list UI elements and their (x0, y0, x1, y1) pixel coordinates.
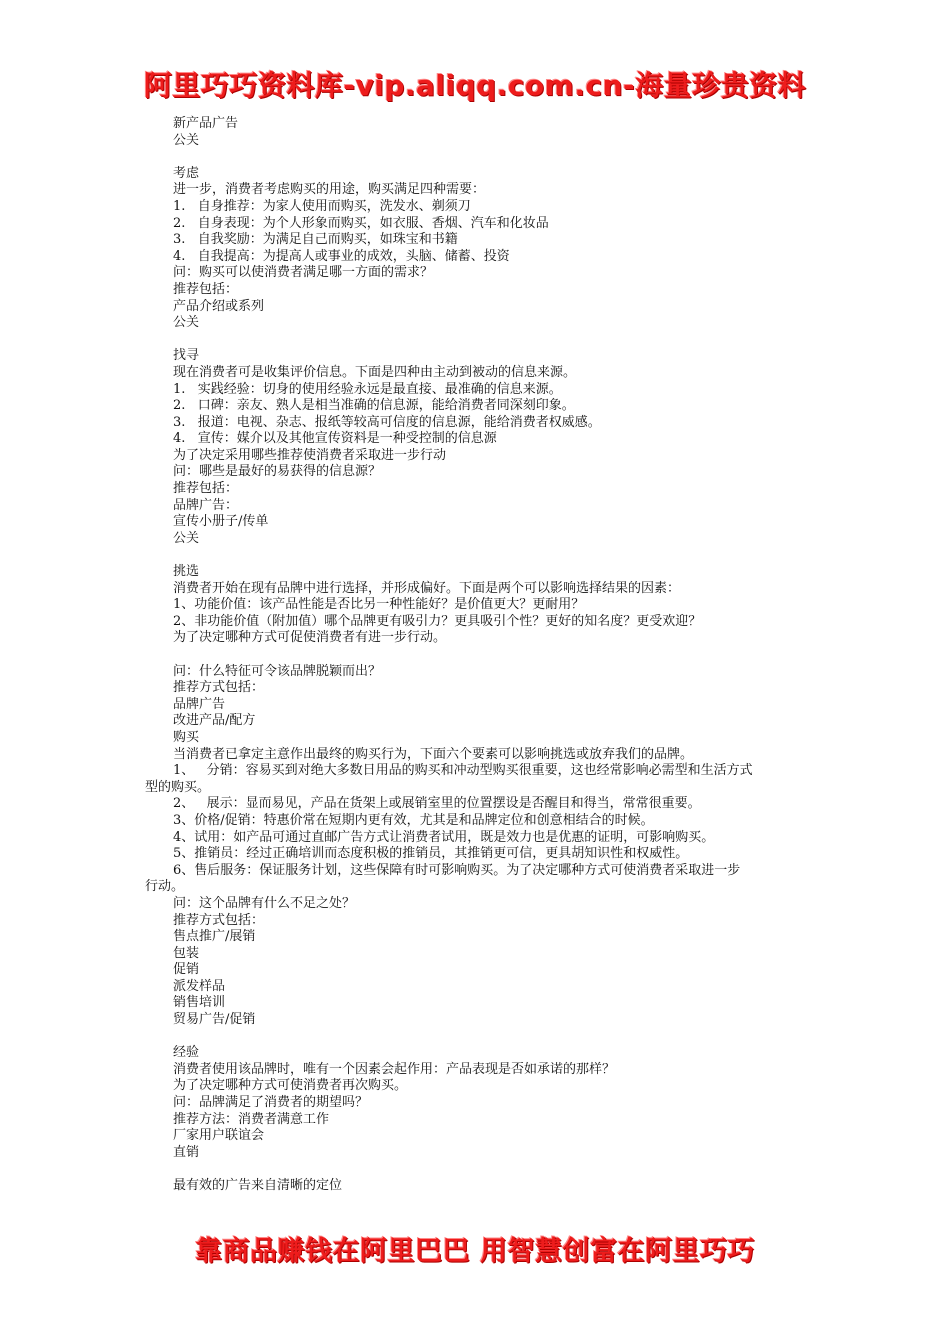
text-line: 销售培训 (173, 995, 226, 1011)
text-line: 问：什么特征可令该品牌脱颖而出？ (173, 663, 382, 679)
text-line: 1. 自身推荐：为家人使用而购买，洗发水、剃须刀 (173, 198, 471, 214)
text-line: 型的购买。 (145, 779, 211, 795)
text-line: 为了决定哪种方式可使消费者再次购买。 (173, 1078, 408, 1094)
text-line: 派发样品 (173, 978, 226, 994)
text-line: 2、非功能价值（附加值）哪个品牌更有吸引力？更具吸引个性？更好的知名度？更受欢迎？ (173, 613, 702, 629)
text-line: 产品介绍或系列 (173, 298, 265, 314)
text-line: 进一步，消费者考虑购买的用途，购买满足四种需要： (173, 182, 486, 198)
footer-banner: 靠商品赚钱在阿里巴巴 用智慧创富在阿里巧巧 (195, 1236, 755, 1267)
text-line: 2、 展示：显而易见，产品在货架上或展销室里的位置摆设是否醒目和得当，常常很重要。 (173, 796, 701, 812)
text-line: 行动。 (145, 879, 185, 895)
text-line: 问：这个品牌有什么不足之处？ (173, 895, 356, 911)
text-line: 为了决定采用哪些推荐使消费者采取进一步行动 (173, 447, 447, 463)
text-line: 购买 (173, 729, 200, 745)
text-line: 经验 (173, 1045, 200, 1061)
text-line: 3. 自我奖励：为满足自己而购买，如珠宝和书籍 (173, 232, 458, 248)
text-line: 贸易广告/促销 (173, 1012, 256, 1028)
text-line: 推荐方法：消费者满意工作 (173, 1111, 330, 1127)
blank-line (145, 1161, 815, 1178)
header-banner: 阿里巧巧资料库-vip.aliqq.com.cn-海量珍贵资料 (143, 69, 807, 102)
text-line: 问：哪些是最好的易获得的信息源？ (173, 464, 382, 480)
text-line: 直销 (173, 1144, 200, 1160)
text-line: 4. 宣传：媒介以及其他宣传资料是一种受控制的信息源 (173, 431, 497, 447)
text-line: 宣传小册子/传单 (173, 514, 269, 530)
text-line: 2. 自身表现：为个人形象而购买，如衣服、香烟、汽车和化妆品 (173, 215, 549, 231)
text-line: 考虑 (173, 165, 200, 181)
text-line: 厂家用户联谊会 (173, 1128, 265, 1144)
text-line: 现在消费者可是收集评价信息。下面是四种由主动到被动的信息来源。 (173, 364, 577, 380)
text-line: 4. 自我提高：为提高人或事业的成效，头脑、储蓄、投资 (173, 248, 510, 264)
blank-line (145, 647, 815, 664)
text-line: 问：购买可以使消费者满足哪一方面的需求？ (173, 265, 434, 281)
text-line: 新产品广告 (173, 116, 239, 131)
text-line: 问：品牌满足了消费者的期望吗？ (173, 1095, 369, 1111)
text-line: 公关 (173, 132, 200, 148)
blank-line (145, 332, 815, 349)
text-line: 2. 口碑：亲友、熟人是相当准确的信息源，能给消费者同深刻印象。 (173, 398, 575, 414)
blank-line (145, 547, 815, 564)
document-body (145, 116, 815, 1195)
text-line: 当消费者已拿定主意作出最终的购买行为，下面六个要素可以影响挑选或放弃我们的品牌。 (173, 746, 694, 762)
text-line: 消费者使用该品牌时，唯有一个因素会起作用：产品表现是否如承诺的那样？ (173, 1061, 616, 1077)
text-line: 消费者开始在现有品牌中进行选择，并形成偏好。下面是两个可以影响选择结果的因素： (173, 580, 681, 596)
blank-line (145, 1029, 815, 1046)
text-line: 改进产品/配方 (173, 713, 256, 729)
text-line: 1、 分销：容易买到对绝大多数日用品的购买和冲动型购买很重要，这也经常影响必需型和生活方式 (173, 763, 753, 779)
text-line: 品牌广告： (173, 497, 239, 513)
text-line: 5、推销员：经过正确培训而态度积极的推销员，其推销更可信，更具胡知识性和权威性。 (173, 846, 689, 862)
text-line: 推荐包括： (173, 481, 239, 497)
text-line: 3. 报道：电视、杂志、报纸等较高可信度的信息源，能给消费者权威感。 (173, 414, 601, 430)
text-line: 挑选 (173, 564, 200, 580)
text-line: 售点推广/展销 (173, 929, 256, 945)
text-line: 为了决定哪种方式可促使消费者有进一步行动。 (173, 630, 447, 646)
blank-line (145, 149, 815, 166)
text-line: 3、价格/促销：特惠价常在短期内更有效，尤其是和品牌定位和创意相结合的时候。 (173, 812, 654, 828)
text-line: 推荐包括： (173, 281, 239, 297)
text-line: 推荐方式包括： (173, 680, 265, 696)
text-line: 公关 (173, 315, 200, 331)
text-line: 4、试用：如产品可通过直邮广告方式让消费者试用，既是效力也是优惠的证明，可影响购买。 (173, 829, 715, 845)
text-line: 促销 (173, 962, 200, 978)
text-line: 公关 (173, 530, 200, 546)
text-line: 找寻 (173, 348, 200, 364)
text-line: 包装 (173, 945, 200, 961)
text-line: 6、售后服务：保证服务计划，这些保障有时可影响购买。为了决定哪种方式可使消费者采取进一步 (173, 862, 741, 878)
text-line: 品牌广告 (173, 696, 226, 712)
text-line: 推荐方式包括： (173, 912, 265, 928)
text-line: 1. 实践经验：切身的使用经验永远是最直接、最准确的信息来源。 (173, 381, 562, 397)
text-line: 1、功能价值：该产品性能是否比另一种性能好？是价值更大？更耐用？ (173, 597, 585, 613)
text-line: 最有效的广告来自清晰的定位 (173, 1178, 343, 1193)
